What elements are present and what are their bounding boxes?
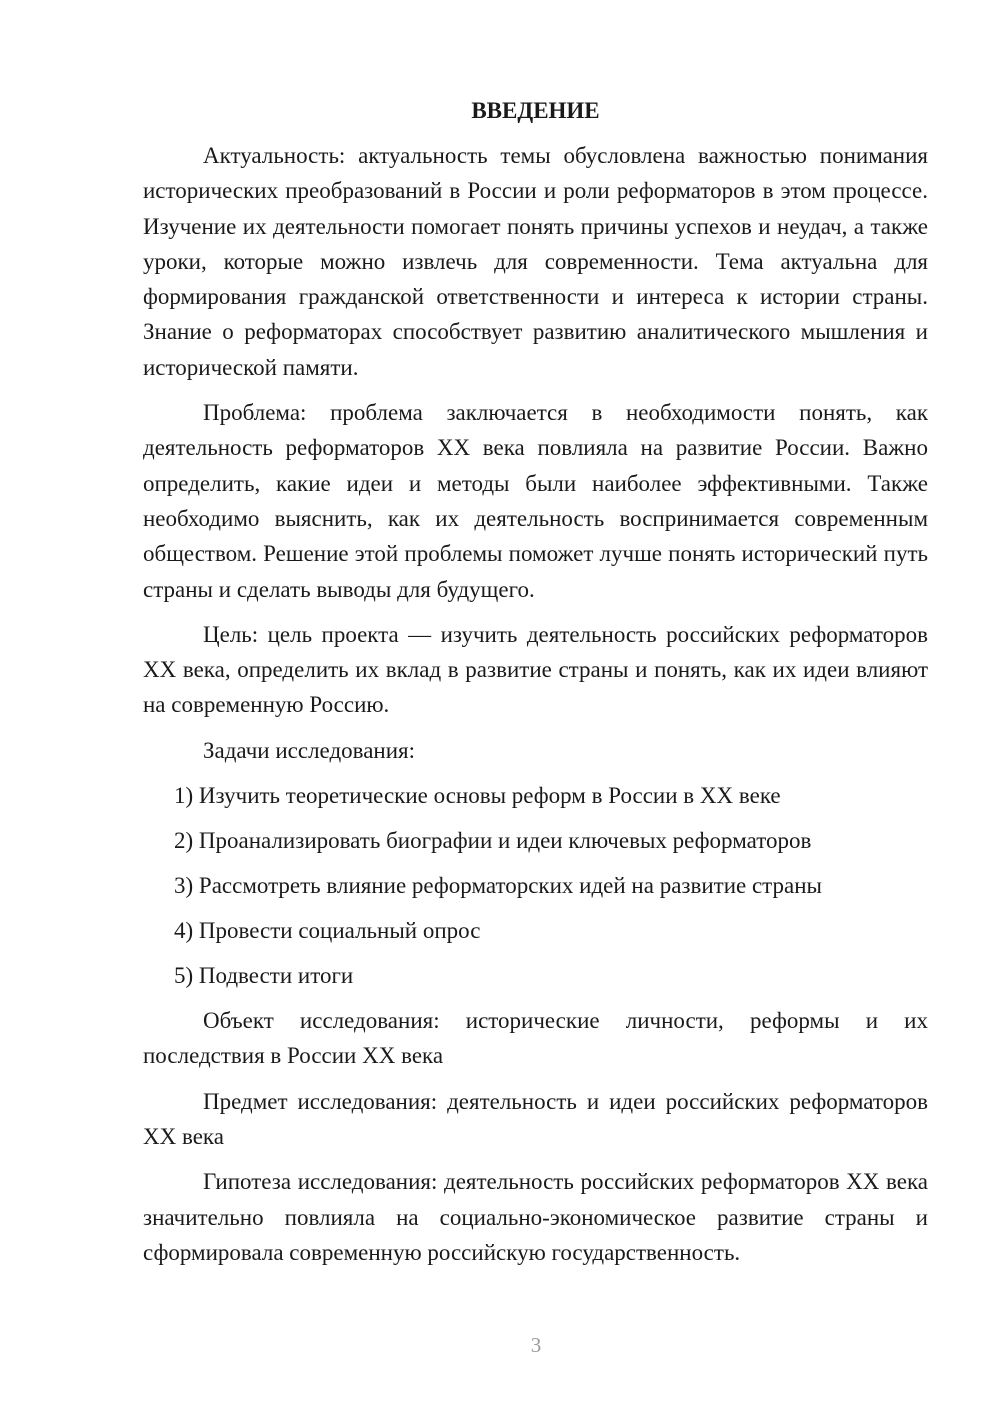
task-item: 2) Проанализировать биографии и идеи ключевых реформаторов	[174, 828, 812, 854]
task-item: 1) Изучить теоретические основы реформ в России в XX веке	[174, 783, 781, 809]
goal-paragraph: Цель: цель проекта — изучить деятельность российских реформаторов XX века, определить их вклад в развитие страны и понять, как их идеи влияют на современную Россию.	[143, 621, 928, 718]
problem-paragraph: Проблема: проблема заключается в необходимости понять, как деятельность реформаторов XX века повлияла на развитие России. Важно определить, какие идеи и методы были наиболее эффективными. Также необходимо выяснить, как их деятельность воспринимается современным обществом. Решение этой проблемы поможет лучше понять исторический путь страны и сделать выводы для будущего.	[143, 400, 928, 602]
page-number: 3	[530, 1333, 542, 1357]
section-title: ВВЕДЕНИЕ	[471, 98, 600, 123]
task-item: 3) Рассмотреть влияние реформаторских идей на развитие страны	[174, 873, 822, 899]
hypothesis-paragraph: Гипотеза исследования: деятельность российских реформаторов XX века значительно повлияла на социально-экономическое развитие страны и сформировала современную российскую государственность.	[143, 1169, 928, 1265]
task-item: 5) Подвести итоги	[174, 963, 354, 989]
tasks-heading: Задачи исследования:	[203, 737, 416, 763]
subject-paragraph: Предмет исследования: деятельность и идеи российских реформаторов XX века	[143, 1088, 928, 1149]
task-item: 4) Провести социальный опрос	[174, 918, 481, 944]
object-paragraph: Объект исследования: исторические личности, реформы и их последствия в России XX века	[143, 1008, 928, 1069]
page-content	[143, 96, 928, 1270]
relevance-paragraph: Актуальность: актуальность темы обусловлена важностью понимания исторических преобразований в России и роли реформаторов в этом процессе. Изучение их деятельности помогает понять причины успехов и неудач, а также уроки, которые можно извлечь для современности. Тема актуальна для формирования гражданской ответственности и интереса к истории страны. Знание о реформаторах способствует развитию аналитического мышления и исторической памяти.	[143, 143, 928, 380]
